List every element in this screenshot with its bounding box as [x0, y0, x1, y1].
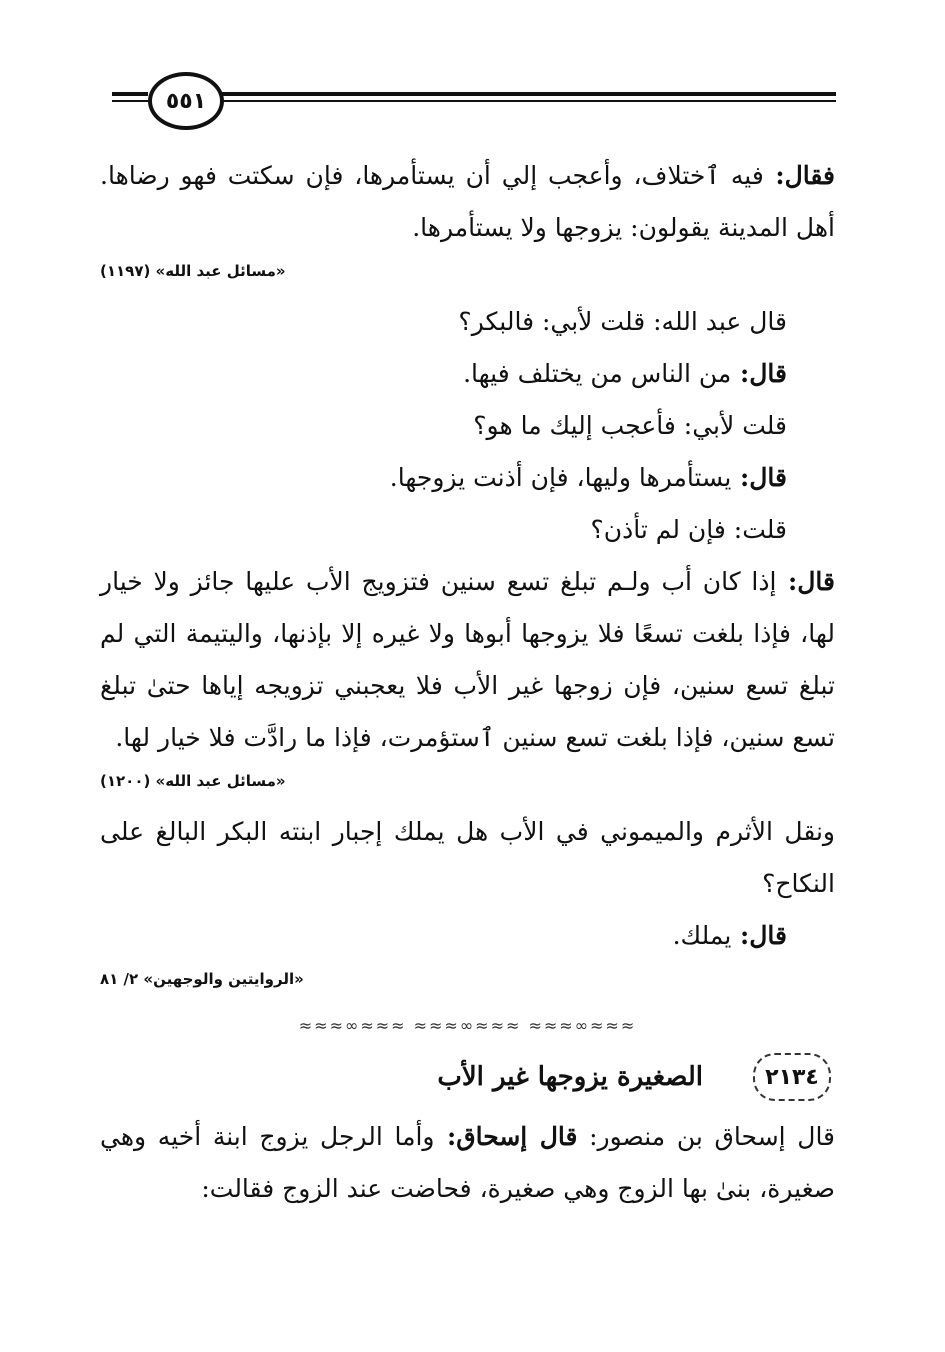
- section-heading: [100, 1053, 835, 1101]
- source-citation: «مسائل عبد الله» (١١٩٧): [100, 262, 286, 280]
- header-rule-top: [112, 92, 148, 96]
- paragraph: [100, 556, 835, 764]
- speaker-label: فقال:: [763, 161, 835, 190]
- paragraph: [100, 1111, 835, 1215]
- section-title: الصغيرة يزوجها غير الأب: [437, 1062, 703, 1092]
- paragraph: [100, 452, 835, 504]
- page-number: ٥٥١: [148, 72, 224, 130]
- speaker-label: قال:: [731, 359, 787, 388]
- paragraph-text: قلت: فإن لم تأذن؟: [590, 515, 787, 544]
- header-rule-bottom: [112, 100, 148, 102]
- paragraph-text: قال عبد الله: قلت لأبي: فالبكر؟: [458, 307, 787, 336]
- paragraph: [100, 296, 835, 348]
- paragraph: [100, 348, 835, 400]
- paragraph-text: إذا كان أب ولـم تبلغ تسع سنين فتزويج الأب عليها جائز ولا خيار لها، فإذا بلغت تسعًا فلا يزوجها أبوها ولا غيره إلا بإذنها، واليتيمة التي لم تبلغ تسع سنين، فإن زوجها غير الأب فلا يعجبني تزويجه إياها حتىٰ تبلغ تسع سنين، فإذا بلغت تسع سنين ٱستؤمرت، فإذا ما رادَّت فلا خيار لها.: [100, 567, 835, 752]
- speaker-label: قال:: [731, 463, 787, 492]
- paragraph-text: يملك.: [672, 921, 732, 950]
- page-body: [100, 150, 835, 1215]
- section-number-badge: ٢١٣٤: [753, 1053, 831, 1101]
- paragraph-text: وأما الرجل يزوج ابنة أخيه وهي صغيرة، بنىٰ بها الزوج وهي صغيرة، فحاضت عند الزوج فقالت:: [100, 1122, 835, 1203]
- paragraph-text: ونقل الأثرم والميموني في الأب هل يملك إجبار ابنته البكر البالغ على النكاح؟: [100, 817, 835, 898]
- header-rule-top-right: [222, 92, 836, 96]
- paragraph-text: يستأمرها وليها، فإن أذنت يزوجها.: [389, 463, 732, 492]
- source-citation: «مسائل عبد الله» (١٢٠٠): [100, 772, 286, 790]
- page-header: [112, 68, 836, 132]
- paragraph: [100, 504, 835, 556]
- source-citation: «الروايتين والوجهين» ٢/ ٨١: [100, 970, 304, 988]
- paragraph: [100, 400, 835, 452]
- paragraph: [100, 150, 835, 254]
- speaker-label: قال إسحاق:: [434, 1122, 578, 1151]
- paragraph-text: من الناس من يختلف فيها.: [463, 359, 732, 388]
- paragraph-text: قلت لأبي: فأعجب إليك ما هو؟: [473, 411, 787, 440]
- header-rule-bottom-right: [222, 100, 836, 102]
- paragraph-text: قال إسحاق بن منصور:: [577, 1122, 836, 1151]
- speaker-label: قال:: [731, 921, 787, 950]
- paragraph-text: فيه ٱختلاف، وأعجب إلي أن يستأمرها، فإن سكتت فهو رضاها. أهل المدينة يقولون: يزوجها ولا يستأمرها.: [100, 161, 835, 242]
- speaker-label: قال:: [776, 567, 836, 596]
- divider-ornament: ≈≈≈∞≈≈≈ ≈≈≈∞≈≈≈ ≈≈≈∞≈≈≈: [298, 1016, 637, 1035]
- paragraph: [100, 910, 835, 962]
- paragraph: [100, 806, 835, 910]
